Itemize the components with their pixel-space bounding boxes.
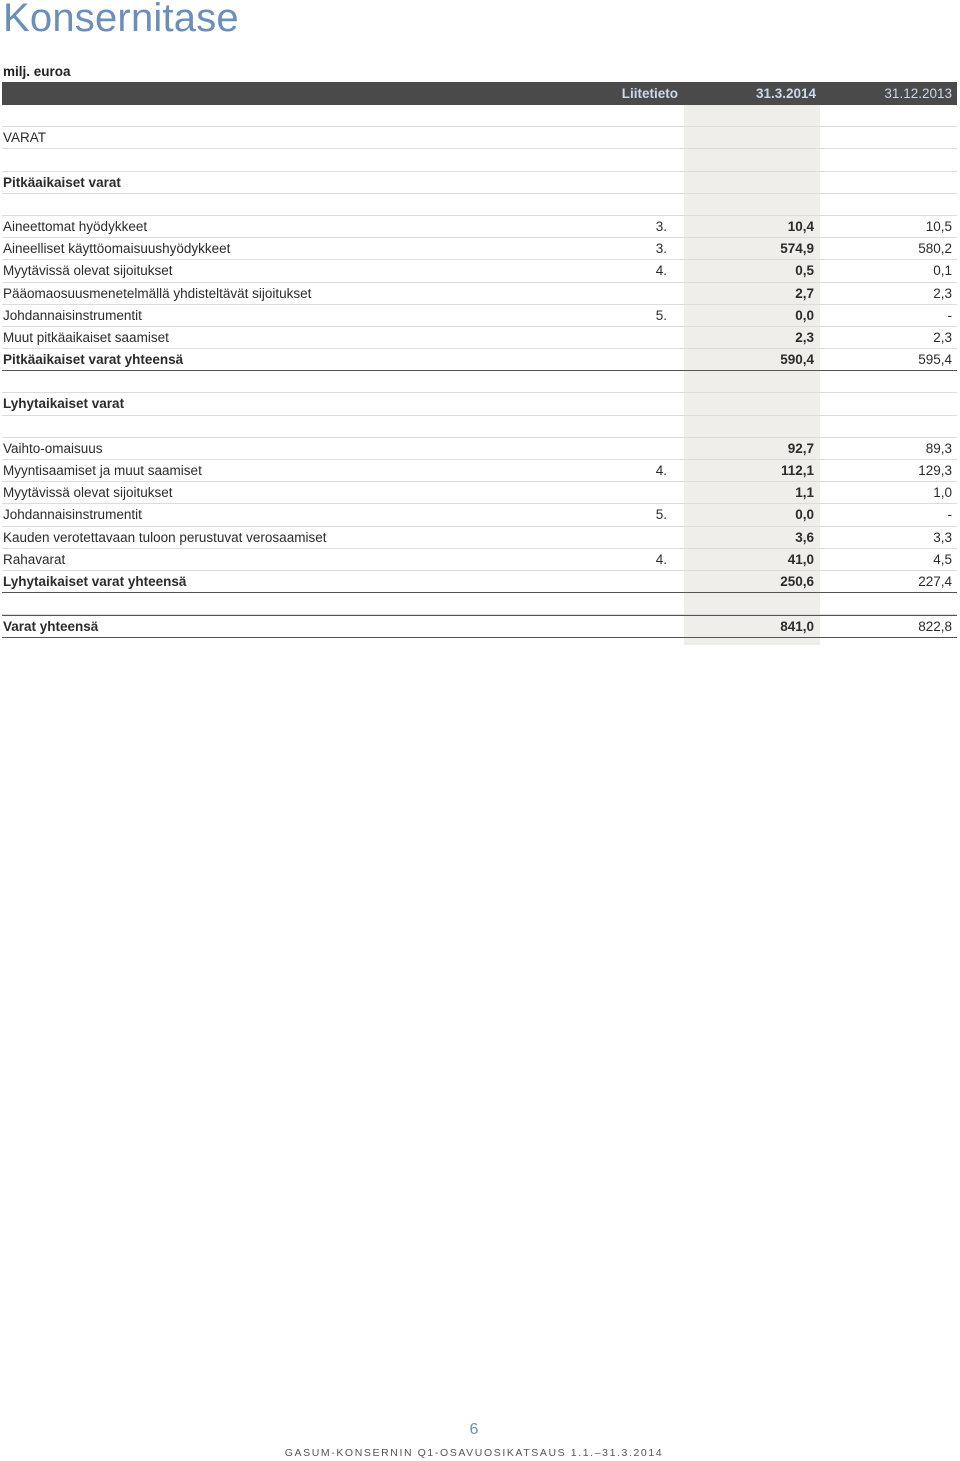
row-current-value: 1,1 (795, 485, 814, 501)
header-previous-period: 31.12.2013 (884, 86, 952, 101)
row-current-value: 574,9 (780, 241, 814, 257)
table-row (2, 504, 957, 526)
row-label: VARAT (3, 130, 47, 146)
table-row (2, 549, 957, 571)
row-label: Varat yhteensä (3, 619, 99, 635)
row-current-value: 250,6 (780, 573, 814, 589)
footer-text: GASUM-KONSERNIN Q1-OSAVUOSIKATSAUS 1.1.–31.3.2014 (284, 1447, 664, 1459)
row-label: Pitkäaikaiset varat yhteensä (3, 352, 184, 368)
row-label: Aineelliset käyttöomaisuushyödykkeet (3, 241, 231, 257)
table-row (2, 283, 957, 305)
table-row (2, 305, 957, 327)
row-note: 5. (655, 307, 667, 323)
row-note: 4. (655, 463, 667, 478)
row-label: Lyhytaikaiset varat (3, 396, 125, 412)
row-previous-value: 3,3 (933, 529, 952, 545)
table-row (2, 482, 957, 504)
row-label: Myyntisaamiset ja muut saamiset (3, 463, 202, 478)
table-row (2, 260, 957, 282)
total-row (2, 349, 957, 371)
table-row (2, 460, 957, 482)
table-row (2, 527, 957, 549)
table-row (2, 438, 957, 460)
row-previous-value: - (947, 307, 952, 323)
page-number: 6 (469, 1421, 479, 1438)
row-label: Johdannaisinstrumentit (3, 307, 142, 323)
header-current-period: 31.3.2014 (755, 86, 816, 101)
row-previous-value: - (947, 507, 952, 523)
row-previous-value: 595,4 (918, 352, 952, 368)
row-current-value: 0,0 (795, 507, 814, 523)
table-row (2, 371, 957, 393)
row-label: Pitkäaikaiset varat (3, 174, 121, 190)
table-row (2, 216, 957, 238)
row-note: 5. (655, 507, 667, 523)
total-row (2, 571, 957, 593)
row-label: Johdannaisinstrumentit (3, 507, 142, 523)
row-current-value: 3,6 (795, 529, 814, 545)
table-row (2, 194, 957, 216)
unit-label: milj. euroa (3, 64, 71, 79)
row-label: Muut pitkäaikaiset saamiset (3, 329, 169, 345)
row-current-value: 0,0 (795, 307, 814, 323)
table-row (2, 327, 957, 349)
table-row (2, 238, 957, 260)
row-current-value: 590,4 (780, 352, 814, 368)
table-row (2, 149, 957, 171)
row-current-value: 2,7 (795, 285, 814, 301)
row-previous-value: 0,1 (933, 263, 952, 279)
row-previous-value: 227,4 (918, 573, 952, 589)
row-previous-value: 10,5 (925, 218, 952, 234)
row-label: Rahavarat (3, 551, 66, 567)
balance-sheet-table (2, 105, 957, 638)
row-label: Vaihto-omaisuus (3, 440, 103, 456)
row-current-value: 112,1 (780, 463, 814, 478)
table-row (2, 105, 957, 127)
section-row (2, 172, 957, 194)
header-note: Liitetieto (621, 86, 678, 101)
total-row (2, 615, 957, 637)
row-label: Kauden verotettavaan tuloon perustuvat verosaamiset (3, 529, 327, 545)
row-current-value: 41,0 (787, 551, 814, 567)
row-previous-value: 822,8 (918, 619, 952, 635)
row-label: Myytävissä olevat sijoitukset (3, 485, 173, 501)
table-row (2, 127, 957, 149)
row-previous-value: 129,3 (918, 463, 952, 478)
row-current-value: 0,5 (795, 263, 814, 279)
row-previous-value: 89,3 (925, 440, 952, 456)
section-row (2, 393, 957, 415)
row-note: 3. (655, 218, 667, 234)
row-current-value: 841,0 (780, 619, 814, 635)
table-row (2, 593, 957, 615)
row-note: 3. (655, 241, 667, 257)
row-label: Myytävissä olevat sijoitukset (3, 263, 173, 279)
row-label: Aineettomat hyödykkeet (3, 218, 148, 234)
row-note: 4. (655, 263, 667, 279)
row-previous-value: 2,3 (933, 329, 952, 345)
row-label: Lyhytaikaiset varat yhteensä (3, 573, 187, 589)
row-previous-value: 580,2 (918, 241, 952, 257)
table-header (2, 82, 957, 105)
table-row (2, 416, 957, 438)
row-previous-value: 2,3 (933, 285, 952, 301)
row-label: Pääomaosuusmenetelmällä yhdisteltävät sijoitukset (3, 285, 312, 301)
row-current-value: 10,4 (787, 218, 814, 234)
row-current-value: 2,3 (795, 329, 814, 345)
row-previous-value: 4,5 (933, 551, 952, 567)
row-note: 4. (655, 551, 667, 567)
row-previous-value: 1,0 (933, 485, 952, 501)
page-title: Konsernitase (3, 0, 239, 40)
row-current-value: 92,7 (787, 440, 814, 456)
